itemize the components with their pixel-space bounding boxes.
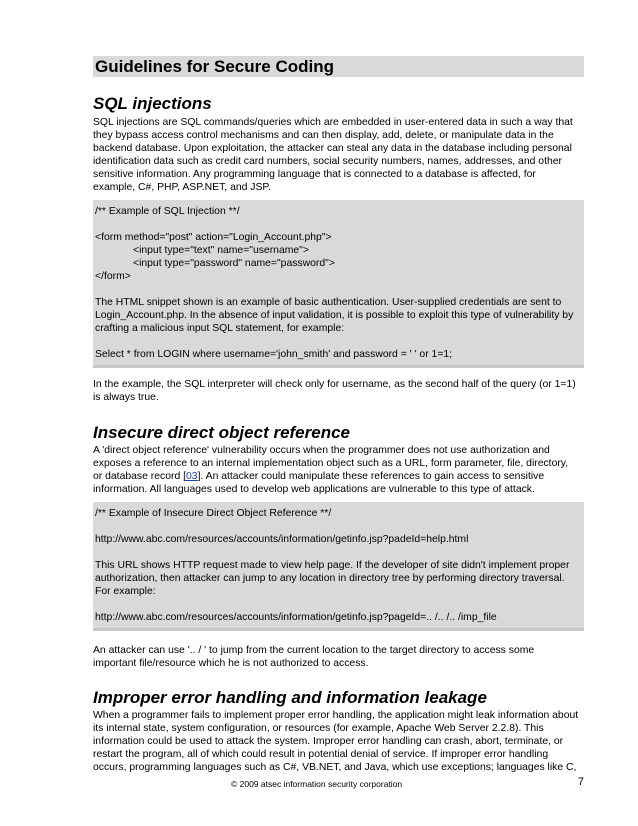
sql-after-paragraph (93, 378, 584, 404)
text-line: crafting a malicious input SQL statement, for example: (95, 323, 345, 334)
text-fragment: or database record [ (93, 471, 186, 482)
document-page (93, 56, 584, 774)
text-line: An attacker can use '.. / ' to jump from the current location to the target directory to access some (93, 645, 535, 656)
text-line: they bypass access control mechanisms and can then display, add, delete, or manipulate data in the (93, 130, 554, 141)
text-line: A 'direct object reference' vulnerability occurs when the programmer does not use authorization and (93, 445, 550, 456)
code-comment: /** Example of SQL Injection **/ (95, 206, 240, 217)
sql-intro-paragraph (93, 116, 584, 194)
text-line: SQL injections are SQL commands/queries which are embedded in user-entered data in such a way that (93, 117, 573, 128)
code-comment: /** Example of Insecure Direct Object Reference **/ (95, 508, 332, 519)
text-line: authorization, then attacker can jump to any location in directory tree by performing directory traversal. (95, 573, 565, 584)
text-line: In the example, the SQL interpreter will check only for username, as the second half of the query (or 1=1) (93, 379, 576, 390)
error-paragraph (93, 709, 584, 774)
example-url: http://www.abc.com/resources/accounts/information/getinfo.jsp?padeId=help.html (95, 534, 469, 545)
code-line: <input type="text" name="username"> (133, 245, 309, 256)
text-line: sensitive information. Any programming language that is connected to a database is affected, for (93, 169, 536, 180)
text-line: important file/resource which he is not authorized to access. (93, 658, 369, 669)
sql-example-box (93, 200, 584, 368)
text-line: restart the program, all of which could result in potential denial of service. If improper error handling (93, 749, 549, 760)
text-line: exposes a reference to an internal implementation object such as a URL, form parameter, file, directory, (93, 458, 569, 469)
code-line: <input type="password" name="password"> (133, 258, 335, 269)
text-line: its internal state, system configuration, or resources (for example, Apache Web Server 2.2.8). This (93, 723, 544, 734)
idor-heading: Insecure direct object reference (93, 423, 351, 442)
example-url: http://www.abc.com/resources/accounts/information/getinfo.jsp?pageId=.. /.. /.. /imp_file (95, 612, 497, 623)
reference-link[interactable]: 03 (186, 471, 198, 482)
text-line: occurs, programming languages such as C#, VB.NET, and Java, which use exceptions; languages like C, (93, 762, 577, 773)
text-line: information could be used to attack the system. Improper error handling can crash, abort, terminate, or (93, 736, 564, 747)
code-line: </form> (95, 271, 131, 282)
text-line: The HTML snippet shown is an example of basic authentication. User-supplied credentials are sent to (95, 297, 562, 308)
sql-heading: SQL injections (93, 94, 212, 113)
idor-after-paragraph (93, 644, 584, 670)
document-title: Guidelines for Secure Coding (93, 56, 584, 77)
page-number: 7 (577, 776, 584, 788)
code-line: <form method="post" action="Login_Account.php"> (95, 232, 332, 243)
text-line: backend database. Upon exploitation, the attacker can steal any data in the database including personal (93, 143, 572, 154)
text-line: example, C#, PHP, ASP.NET, and JSP. (93, 182, 271, 193)
sql-query-line: Select * from LOGIN where username='john_smith' and password = ' ' or 1=1; (95, 349, 453, 360)
error-heading: Improper error handling and information leakage (93, 688, 487, 707)
idor-example-box (93, 502, 584, 631)
footer-copyright: © 2009 atsec information security corporation (231, 779, 403, 789)
idor-intro-paragraph (93, 444, 584, 496)
text-line: is always true. (93, 392, 159, 403)
text-line: information. All languages used to develop web applications are vulnerable to this type of attack. (93, 484, 535, 495)
text-fragment: ]. An attacker could manipulate these references to gain access to sensitive (197, 471, 545, 482)
text-line: identification data such as credit card numbers, social security numbers, names, addresses, and other (93, 156, 562, 167)
text-line: This URL shows HTTP request made to view help page. If the developer of site didn't implement proper (95, 560, 570, 571)
text-line: For example: (95, 586, 156, 597)
text-line: When a programmer fails to implement proper error handling, the application might leak information about (93, 710, 579, 721)
text-line (93, 470, 584, 483)
text-line: Login_Account.php. In the absence of input validation, it is possible to exploit this type of vulnerability by (95, 310, 574, 321)
